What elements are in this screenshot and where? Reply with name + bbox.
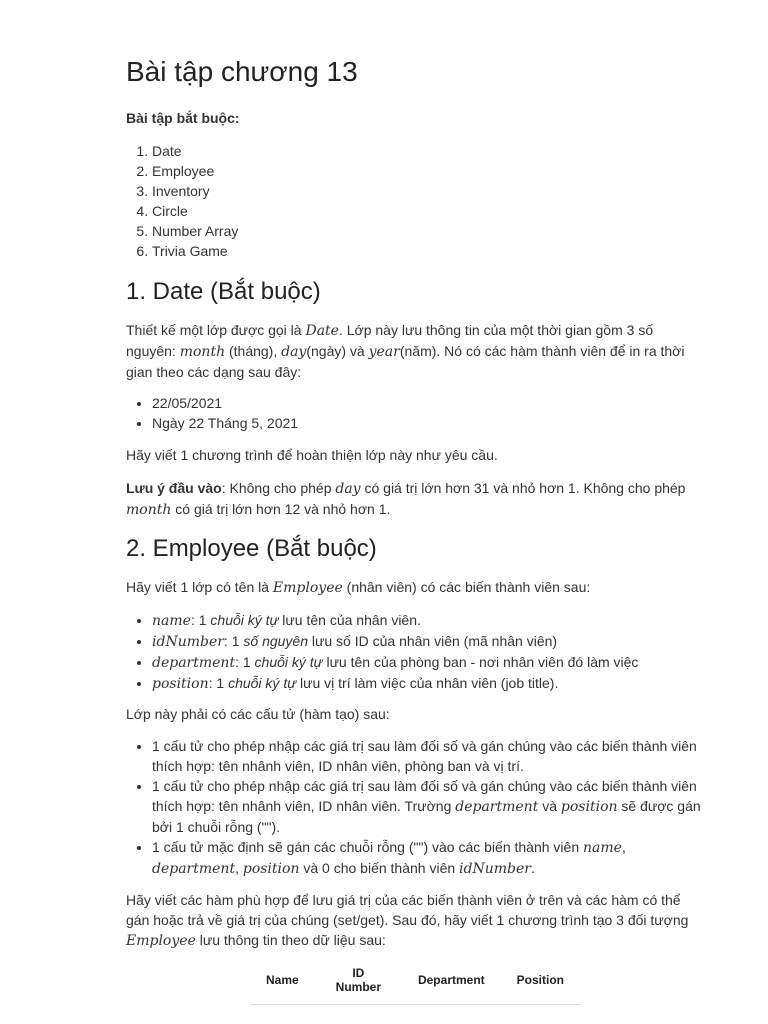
math-var: department bbox=[152, 655, 236, 671]
paragraph: Lớp này phải có các cấu tử (hàm tạo) sau: bbox=[126, 706, 390, 722]
required-list-wrapper bbox=[126, 141, 706, 261]
employee-heading: 2. Employee (Bắt buộc) bbox=[126, 535, 377, 562]
text: , bbox=[235, 860, 243, 876]
type-text: chuỗi ký tự bbox=[228, 675, 297, 691]
math-year: year bbox=[368, 344, 400, 360]
list-item: 5. Number Array bbox=[152, 221, 706, 241]
date-formats-wrapper bbox=[126, 393, 706, 433]
math-day: day bbox=[335, 481, 361, 497]
required-list bbox=[126, 141, 706, 261]
text: . bbox=[530, 860, 535, 876]
math-day: day bbox=[281, 344, 307, 360]
list-item: • 1 cấu tử cho phép nhập các giá trị sau làm đối số và gán chúng vào các biến thành viên thích hợp: tên nhânh viên, ID nhân viên, phòng ban và vị trí. bbox=[152, 736, 706, 776]
text: sẽ được gán bởi 1 chuỗi rỗng (""). bbox=[152, 798, 701, 835]
math-var: name bbox=[152, 613, 191, 629]
list-item bbox=[152, 610, 706, 631]
text: Hãy viết các hàm phù hợp để lưu giá trị của các biến thành viên ở trên và các hàm có thể gán hoặc trả về giá trị của chúng (set/get). Sau đó, hãy viết 1 chương trình tạo 3 đối tượng bbox=[126, 892, 689, 928]
text: : Không cho phép bbox=[221, 480, 336, 496]
list-item: 1. Date bbox=[152, 141, 706, 161]
note-label: Lưu ý đầu vào bbox=[126, 480, 222, 496]
text: (tháng), bbox=[225, 343, 282, 359]
text: Hãy viết 1 lớp có tên là bbox=[126, 579, 273, 595]
ctor-intro bbox=[126, 704, 706, 724]
list-item bbox=[152, 837, 706, 879]
list-item: • 22/05/2021 bbox=[152, 393, 706, 413]
employee-intro bbox=[126, 577, 706, 598]
math-employee: Employee bbox=[272, 580, 343, 596]
final-paragraph bbox=[126, 890, 706, 951]
text: : 1 bbox=[190, 612, 211, 628]
members-wrapper bbox=[126, 610, 706, 694]
text: 1 cấu tử cho phép nhập các giá trị sau làm đối số và gán chúng vào các biến thành viên thích hợp: tên nhânh viên, ID nhân viên. Trường bbox=[152, 778, 697, 814]
math-employee: Employee bbox=[126, 933, 196, 949]
list-item: 6. Trivia Game bbox=[152, 241, 706, 261]
list-item: 4. Circle bbox=[152, 201, 706, 221]
math-position: position bbox=[560, 799, 618, 815]
paragraph: Hãy viết 1 chương trình để hoàn thiện lớp này như yêu cầu. bbox=[126, 447, 498, 463]
list-item bbox=[152, 631, 706, 652]
text: lưu tên của phòng ban - nơi nhân viên đó làm việc bbox=[322, 654, 639, 670]
text: (ngày) và bbox=[306, 343, 369, 359]
date-note bbox=[126, 478, 706, 520]
text: có giá trị lớn hơn 31 và nhỏ hơn 1. Không cho phép bbox=[360, 480, 686, 496]
text: 1 cấu tử mặc định sẽ gán các chuỗi rỗng ("") vào các biến thành viên bbox=[152, 839, 583, 855]
text: . Lớp này lưu thông tin của một thời gian gồm 3 số nguyên: bbox=[126, 322, 654, 359]
list-item: 2. Employee bbox=[152, 161, 706, 181]
text: lưu tên của nhân viên. bbox=[278, 612, 421, 628]
math-date: Date bbox=[305, 323, 339, 339]
required-label: Bài tập bắt buộc: bbox=[126, 110, 240, 126]
ctor-wrapper bbox=[126, 736, 706, 879]
text: và bbox=[538, 798, 561, 814]
employee-table-wrapper bbox=[250, 966, 580, 1005]
math-name: name bbox=[583, 840, 622, 856]
page-title: Bài tập chương 13 bbox=[126, 56, 358, 87]
table-header: Department bbox=[417, 973, 485, 987]
text: (năm). Nó có các hàm thành viên để in ra thời gian theo các dạng sau đây: bbox=[126, 343, 685, 380]
list-item bbox=[152, 673, 706, 694]
text: : 1 bbox=[223, 633, 244, 649]
text: : 1 bbox=[208, 675, 229, 691]
math-position: position bbox=[242, 861, 300, 877]
type-text: chuỗi ký tự bbox=[210, 612, 279, 628]
text: lưu thông tin theo dữ liệu sau: bbox=[195, 932, 386, 948]
type-text: chuỗi ký tự bbox=[254, 654, 323, 670]
ctor-list bbox=[126, 736, 706, 879]
math-department: department bbox=[455, 799, 539, 815]
math-var: idNumber bbox=[152, 634, 224, 650]
text: , bbox=[621, 839, 626, 855]
list-item: • Ngày 22 Tháng 5, 2021 bbox=[152, 413, 706, 433]
math-var: position bbox=[152, 676, 209, 692]
math-month: month bbox=[179, 344, 226, 360]
table-header: Name bbox=[266, 973, 299, 987]
date-intro bbox=[126, 320, 706, 382]
table-header: Position bbox=[516, 973, 564, 987]
math-idnumber: idNumber bbox=[459, 861, 531, 877]
date-formats-list bbox=[126, 393, 706, 433]
members-list bbox=[126, 610, 706, 694]
text: (nhân viên) có các biến thành viên sau: bbox=[342, 579, 591, 595]
text: : 1 bbox=[235, 654, 255, 670]
list-item: 3. Inventory bbox=[152, 181, 706, 201]
list-item bbox=[152, 776, 706, 837]
text: Thiết kế một lớp được gọi là bbox=[126, 322, 306, 338]
text: lưu số ID của nhân viên (mã nhân viên) bbox=[308, 633, 558, 649]
list-item bbox=[152, 652, 706, 673]
required-section bbox=[126, 108, 706, 128]
math-month: month bbox=[126, 502, 172, 518]
date-task bbox=[126, 445, 706, 465]
date-heading: 1. Date (Bắt buộc) bbox=[126, 278, 321, 305]
table-header-row bbox=[250, 966, 580, 1004]
text: có giá trị lớn hơn 12 và nhỏ hơn 1. bbox=[171, 501, 391, 517]
text: và 0 cho biến thành viên bbox=[299, 860, 460, 876]
type-text: số nguyên bbox=[243, 633, 308, 649]
table-header: ID Number bbox=[335, 966, 381, 994]
employee-table bbox=[250, 966, 580, 1004]
text: lưu vị trí làm việc của nhân viên (job title). bbox=[296, 675, 559, 691]
math-department: department bbox=[152, 861, 236, 877]
